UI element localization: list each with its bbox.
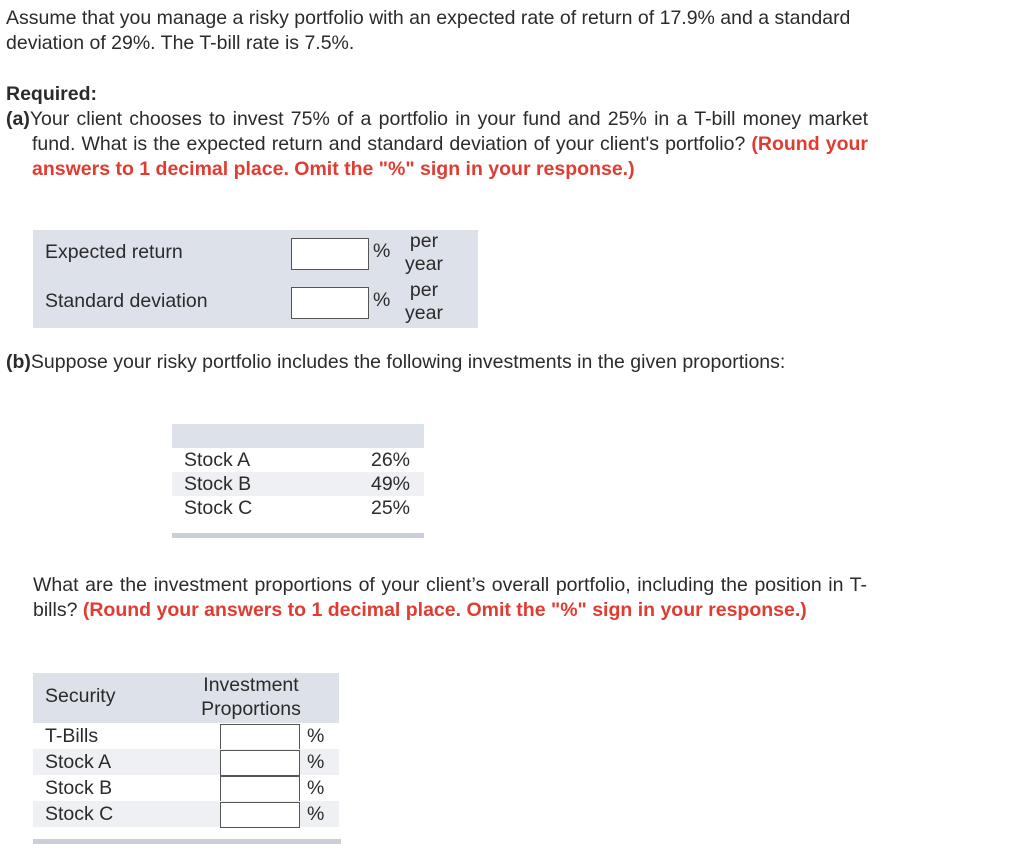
stock-a-name: Stock A <box>184 449 251 471</box>
standard-deviation-label: Standard deviation <box>45 290 208 312</box>
table-row <box>33 749 339 775</box>
expected-return-unit-year: year <box>405 253 443 275</box>
stock-a-percent-sign: % <box>307 751 325 773</box>
stock-a-label: Stock A <box>45 751 112 773</box>
expected-return-unit-per: per <box>409 230 439 252</box>
standard-deviation-percent-sign: % <box>373 289 391 311</box>
proportions-column-header <box>193 673 309 721</box>
stock-table-header <box>172 424 424 448</box>
proportions-header-line1: Investment <box>203 674 299 696</box>
expected-return-unit <box>393 230 455 276</box>
part-b-question <box>6 350 868 375</box>
stock-row <box>172 448 424 472</box>
table-row <box>33 775 339 801</box>
stock-c-label: Stock C <box>45 803 114 825</box>
intro-text: Assume that you manage a risky portfolio with an expected rate of return of 17.9% and a standard deviation of 29%. The T-bill rate is 7.5%. <box>6 7 851 54</box>
standard-deviation-row <box>33 279 478 328</box>
stock-row <box>172 472 424 496</box>
stock-c-value: 25% <box>370 497 410 519</box>
expected-return-row <box>33 230 478 279</box>
investment-table-bottom-border <box>33 839 341 844</box>
investment-table-header <box>33 673 339 723</box>
part-b-instruction: (Round your answers to 1 decimal place. Omit the "%" sign in your response.) <box>82 599 807 621</box>
table-row <box>33 801 339 827</box>
expected-return-percent-sign: % <box>373 240 391 262</box>
standard-deviation-unit-per: per <box>409 279 439 301</box>
stock-b-value: 49% <box>370 473 410 495</box>
stock-b-percent-sign: % <box>307 777 325 799</box>
required-label: Required: <box>6 83 98 105</box>
expected-return-input[interactable] <box>291 238 369 270</box>
tbills-input[interactable] <box>220 724 300 750</box>
standard-deviation-unit-year: year <box>405 302 443 324</box>
part-a-label: (a) <box>6 108 30 130</box>
stock-a-input[interactable] <box>220 750 300 776</box>
part-a-instruction: (Round your answers to 1 decimal place. Omit the "%" sign in your response.) <box>32 133 868 180</box>
investment-proportions-table <box>33 673 341 845</box>
stock-table-bottom-border <box>172 533 424 538</box>
stock-c-percent-sign: % <box>307 803 325 825</box>
part-a-text: Your client chooses to invest 75% of a portfolio in your fund and 25% in a T-bill money market fund. What is the expected return and standard deviation of your client's portfolio? <box>29 108 868 155</box>
stock-c-input[interactable] <box>220 802 300 828</box>
table-row <box>33 723 339 749</box>
part-a-question <box>6 107 868 182</box>
part-b-text: Suppose your risky portfolio includes the following investments in the given proportions: <box>30 351 786 373</box>
part-b-label: (b) <box>6 351 31 373</box>
proportions-header-line2: Proportions <box>201 698 301 720</box>
stock-proportions-table <box>172 424 424 538</box>
part-a-answer-table <box>33 230 478 328</box>
tbills-label: T-Bills <box>45 725 99 747</box>
stock-a-value: 26% <box>370 449 410 471</box>
stock-c-name: Stock C <box>184 497 253 519</box>
stock-row <box>172 496 424 520</box>
standard-deviation-input[interactable] <box>291 287 369 319</box>
tbills-percent-sign: % <box>307 725 325 747</box>
security-column-header: Security <box>45 685 116 707</box>
stock-b-name: Stock B <box>184 473 252 495</box>
expected-return-label: Expected return <box>45 241 183 263</box>
stock-b-label: Stock B <box>45 777 113 799</box>
part-b-followup-question <box>33 573 867 623</box>
part-b-followup-text: What are the investment proportions of your client’s overall portfolio, including the position in T-bills? <box>33 574 867 621</box>
standard-deviation-unit <box>393 279 455 325</box>
stock-b-input[interactable] <box>220 776 300 802</box>
